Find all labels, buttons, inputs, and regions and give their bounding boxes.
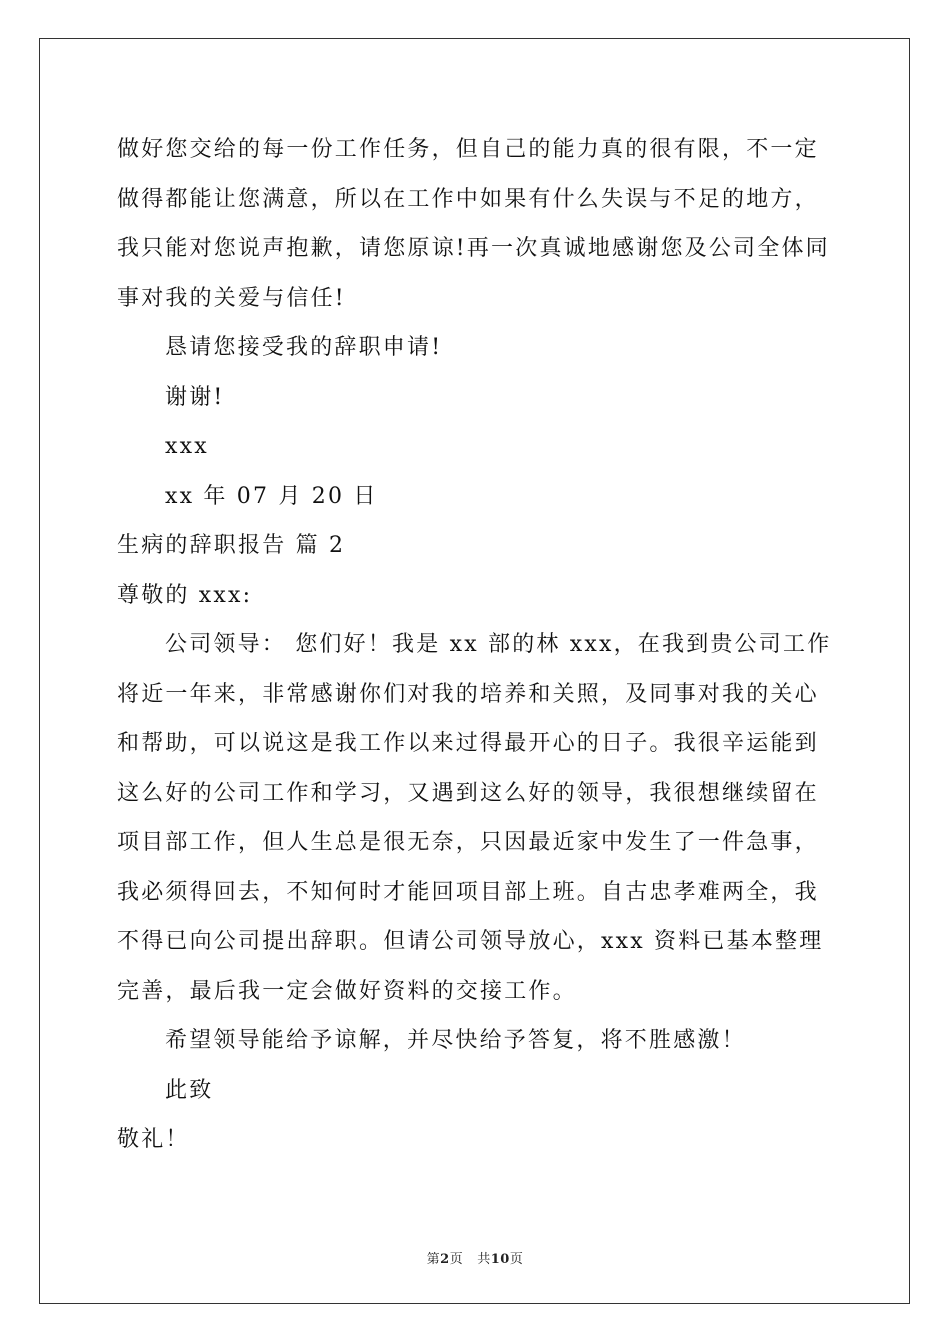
page-footer: [0, 1248, 950, 1267]
paragraph: 公司领导： 您们好！我是 xx 部的林 xxx，在我到贵公司工作将近一年来，非常感谢你们对我的培养和关照，及同事对我的关心和帮助，可以说这是我工作以来过得最开心的日子。我很辛运能到这么好的公司工作和学习，又遇到这么好的领导，我很想继续留在项目部工作，但人生总是很无奈，只因最近家中发生了一件急事，我必须得回去，不知何时才能回项目部上班。自古忠孝难两全，我不得已向公司提出辞职。但请公司领导放心，xxx 资料已基本整理完善，最后我一定会做好资料的交接工作。: [117, 632, 832, 1004]
paragraph: 希望领导能给予谅解，并尽快给予答复，将不胜感激！: [165, 1028, 746, 1053]
page-number: 2: [440, 1252, 450, 1267]
salutation: 尊敬的 xxx:: [117, 582, 253, 608]
paragraph: 恳请您接受我的辞职申请!: [165, 335, 443, 360]
closing-salute: 敬礼！: [117, 1127, 190, 1152]
paragraph: 做好您交给的每一份工作任务，但自己的能力真的很有限，不一定做得都能让您满意，所以在工作中如果有什么失误与不足的地方，我只能对您说声抱歉，请您原谅!再一次真诚地感谢您及公司全体同事对我的关爱与信任!: [117, 137, 830, 311]
page-suffix: 页: [449, 1252, 464, 1267]
paragraph: 谢谢!: [165, 384, 225, 410]
total-pages: 10: [490, 1252, 510, 1267]
page-prefix: 第: [426, 1252, 441, 1267]
total-prefix: 共: [477, 1252, 491, 1267]
document-body: [117, 125, 837, 1165]
signature-date: xx 年 07 月 20 日: [165, 483, 378, 509]
total-suffix: 页: [509, 1252, 524, 1267]
signature-name: xxx: [165, 434, 209, 459]
section-heading: 生病的辞职报告 篇 2: [117, 533, 346, 558]
closing-line: 此致: [165, 1077, 214, 1103]
